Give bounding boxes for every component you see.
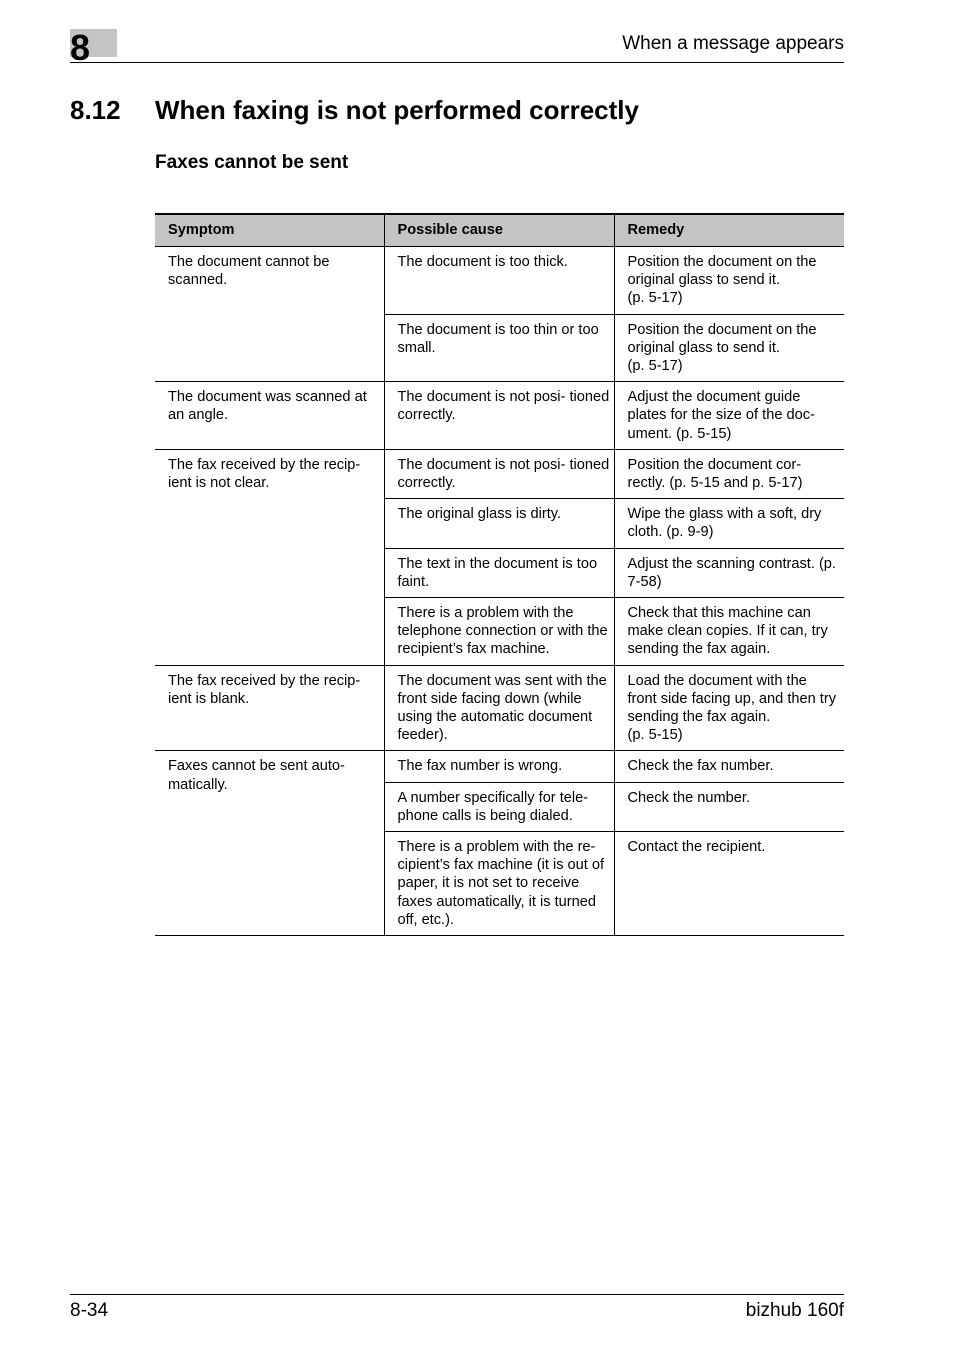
cause-cell: There is a problem with the re- cipient’s fax machine (it is out of paper, it is not set to receive faxes automatically, it is turned off, etc.). — [384, 832, 614, 936]
remedy-cell: Wipe the glass with a soft, dry cloth. (p. 9-9) — [614, 499, 844, 548]
footer-rule — [70, 1294, 844, 1295]
remedy-cell: Position the document on the original glass to send it. (p. 5-17) — [614, 247, 844, 315]
table-header-row — [155, 214, 844, 247]
symptom-cell: The document was scanned at an angle. — [155, 382, 384, 450]
section-title: When faxing is not performed correctly — [155, 95, 639, 125]
column-header-cause: Possible cause — [384, 214, 614, 247]
table-row — [155, 751, 844, 782]
header-rule — [70, 62, 844, 63]
cause-cell: There is a problem with the telephone connection or with the recipient’s fax machine. — [384, 598, 614, 666]
remedy-cell: Contact the recipient. — [614, 832, 844, 936]
symptom-cell: The fax received by the recip- ient is blank. — [155, 665, 384, 751]
symptom-cell: The document cannot be scanned. — [155, 247, 384, 382]
cause-cell: The original glass is dirty. — [384, 499, 614, 548]
remedy-cell: Position the document cor- rectly. (p. 5-15 and p. 5-17) — [614, 449, 844, 498]
chapter-number: 8 — [70, 27, 91, 68]
remedy-cell: Load the document with the front side facing up, and then try sending the fax again. (p. 5-15) — [614, 665, 844, 751]
remedy-cell: Check the number. — [614, 782, 844, 831]
column-header-symptom: Symptom — [155, 214, 384, 247]
cause-cell: The document is not posi- tioned correctly. — [384, 382, 614, 450]
product-name: bizhub 160f — [745, 1300, 844, 1321]
cause-cell: A number specifically for tele- phone calls is being dialed. — [384, 782, 614, 831]
cause-cell: The text in the document is too faint. — [384, 548, 614, 597]
cause-cell: The document was sent with the front side facing down (while using the automatic document feeder). — [384, 665, 614, 751]
cause-cell: The document is too thin or too small. — [384, 314, 614, 382]
section-number: 8.12 — [70, 95, 121, 125]
section-heading — [70, 93, 639, 127]
page-number: 8-34 — [70, 1300, 109, 1321]
cause-cell: The fax number is wrong. — [384, 751, 614, 782]
table-row — [155, 665, 844, 751]
cause-cell: The document is not posi- tioned correctly. — [384, 449, 614, 498]
table-row — [155, 382, 844, 450]
remedy-cell: Check the fax number. — [614, 751, 844, 782]
remedy-cell: Adjust the scanning contrast. (p. 7-58) — [614, 548, 844, 597]
cause-cell: The document is too thick. — [384, 247, 614, 315]
remedy-cell: Position the document on the original glass to send it. (p. 5-17) — [614, 314, 844, 382]
symptom-cell: The fax received by the recip- ient is not clear. — [155, 449, 384, 665]
table-row — [155, 247, 844, 315]
running-header-title: When a message appears — [622, 33, 844, 54]
column-header-remedy: Remedy — [614, 214, 844, 247]
symptom-cell: Faxes cannot be sent auto- matically. — [155, 751, 384, 936]
subsection-heading: Faxes cannot be sent — [155, 152, 349, 173]
troubleshooting-table — [155, 213, 844, 936]
table-body — [155, 247, 844, 936]
table-row — [155, 449, 844, 498]
remedy-cell: Adjust the document guide plates for the size of the doc- ument. (p. 5-15) — [614, 382, 844, 450]
remedy-cell: Check that this machine can make clean copies. If it can, try sending the fax again. — [614, 598, 844, 666]
